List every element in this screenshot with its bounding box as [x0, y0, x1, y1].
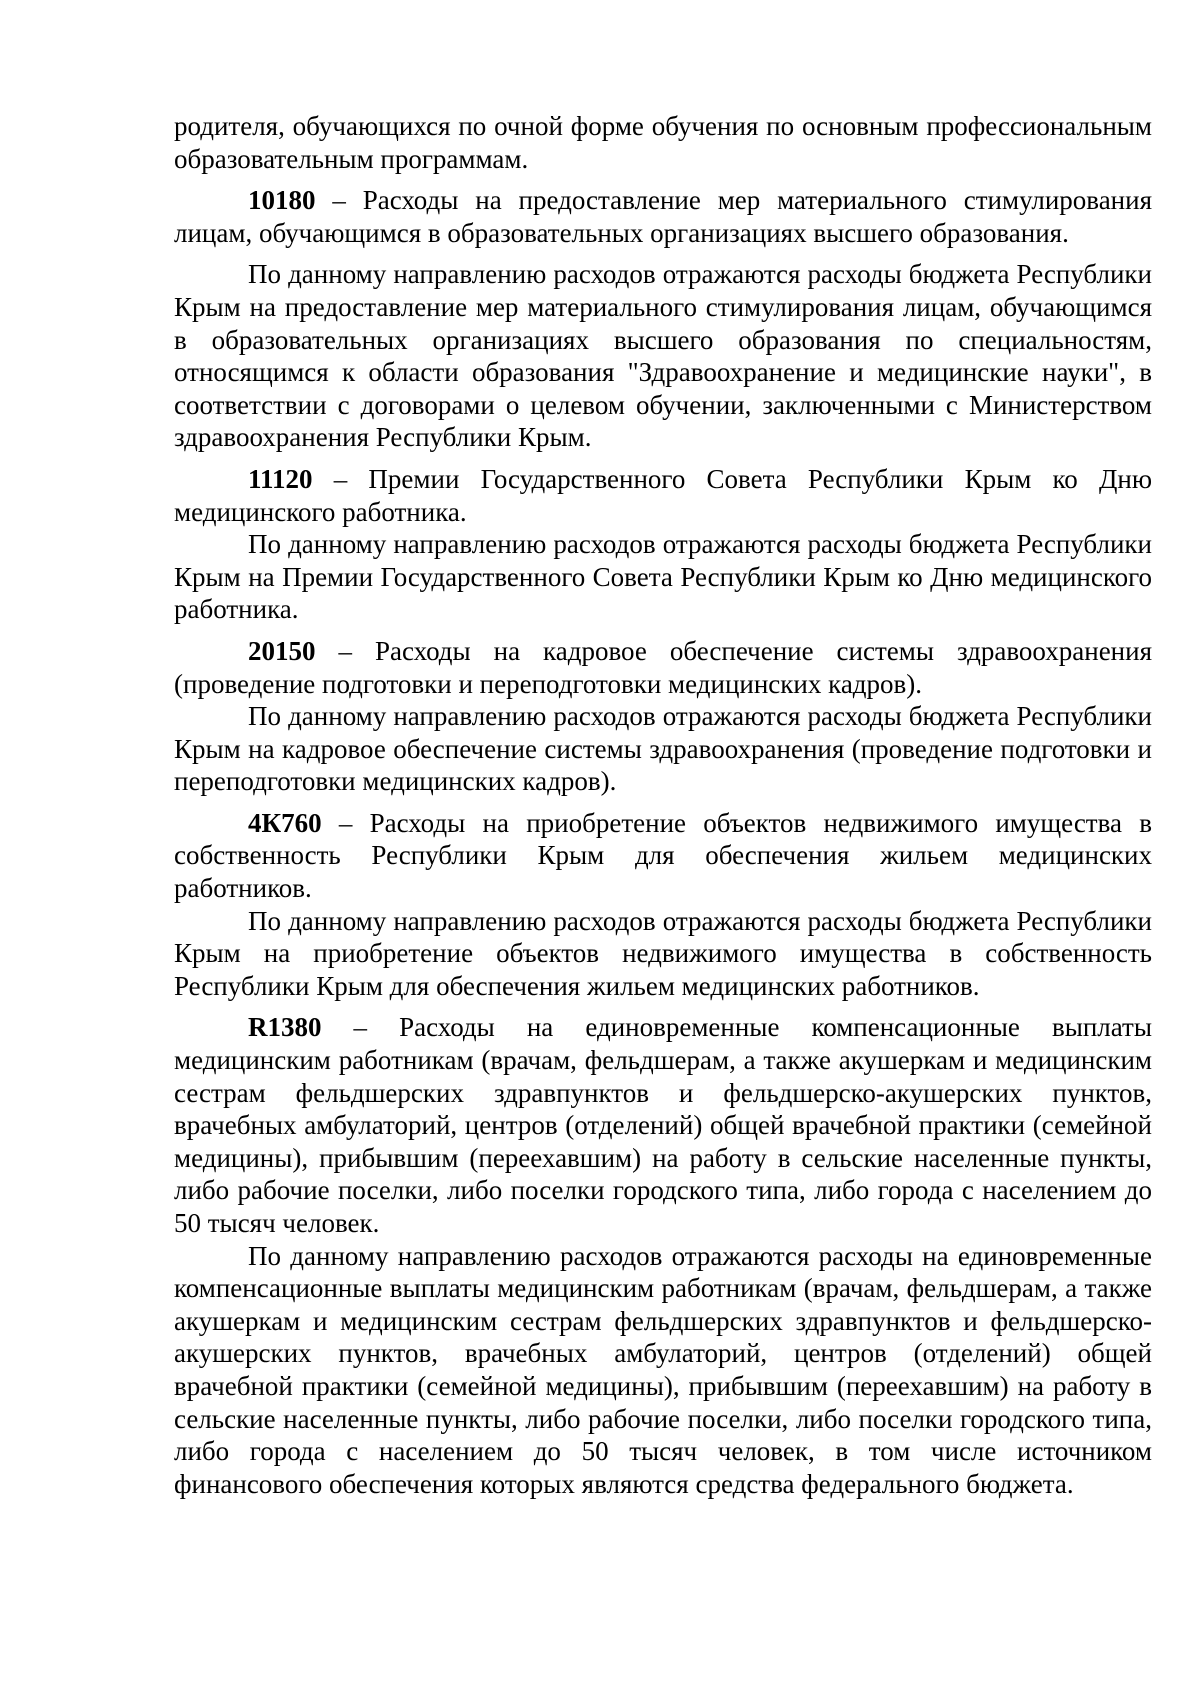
- budget-code: R1380: [248, 1012, 322, 1043]
- paragraph-text: – Расходы на кадровое обеспечение системы здравоохранения (проведение подготовки и переподготовки медицинских кадров).: [174, 635, 1152, 699]
- paragraph-text: По данному направлению расходов отражаются расходы бюджета Республики Крым на Премии Государственного Совета Республики Крым ко Дню медицинского работника.: [174, 529, 1152, 625]
- paragraph-description: [174, 700, 1152, 798]
- paragraph-continuation: [174, 110, 1152, 175]
- paragraph-description: [174, 905, 1152, 1003]
- paragraph-text: По данному направлению расходов отражаются расходы бюджета Республики Крым на кадровое обеспечение системы здравоохранения (проведение подготовки и переподготовки медицинских кадров).: [174, 701, 1152, 797]
- budget-code: 4К760: [248, 807, 322, 838]
- paragraph-description: [174, 258, 1152, 454]
- paragraph-text: – Расходы на единовременные компенсационные выплаты медицинским работникам (врачам, фельдшерам, а также акушеркам и медицинским сестрам фельдшерских здравпунктов и фельдшерско-акушерских пунктов, врачебных амбулаторий, центров (отделений) общей врачебной практики (семейной медицины), прибывшим (переехавшим) на работу в сельские населенные пункты, либо рабочие поселки, либо поселки городского типа, либо города с населением до 50 тысяч человек.: [174, 1012, 1152, 1238]
- paragraph-text: По данному направлению расходов отражаются расходы бюджета Республики Крым на предоставление мер материального стимулирования лицам, обучающимся в образовательных организациях высшего образования по специальностям, относящимся к области образования "Здравоохранение и медицинские науки", в соответствии с договорами о целевом обучении, заключенными с Министерством здравоохранения Республики Крым.: [174, 259, 1152, 453]
- paragraph-code-11120: [174, 463, 1152, 528]
- paragraph-code-4k760: [174, 807, 1152, 905]
- paragraph-code-20150: [174, 635, 1152, 700]
- paragraph-text: По данному направлению расходов отражаются расходы бюджета Республики Крым на приобретение объектов недвижимого имущества в собственность Республики Крым для обеспечения жильем медицинских работников.: [174, 905, 1152, 1001]
- paragraph-text: – Расходы на приобретение объектов недвижимого имущества в собственность Республики Крым для обеспечения жильем медицинских работников.: [174, 807, 1152, 904]
- paragraph-text: родителя, обучающихся по очной форме обучения по основным профессиональным образовательным программам.: [174, 111, 1152, 174]
- paragraph-description: [174, 1240, 1152, 1501]
- paragraph-description: [174, 528, 1152, 626]
- budget-code: 10180: [248, 185, 316, 216]
- paragraph-code-10180: [174, 184, 1152, 249]
- paragraph-text: – Расходы на предоставление мер материального стимулирования лицам, обучающимся в образовательных организациях высшего образования.: [174, 185, 1152, 248]
- budget-code: 11120: [248, 463, 313, 494]
- paragraph-text: – Премии Государственного Совета Республики Крым ко Дню медицинского работника.: [174, 463, 1152, 527]
- budget-code: 20150: [248, 635, 316, 666]
- paragraph-text: По данному направлению расходов отражаются расходы на единовременные компенсационные выплаты медицинским работникам (врачам, фельдшерам, а также акушеркам и медицинским сестрам фельдшерских здравпунктов и фельдшерско-акушерских пунктов, врачебных амбулаторий, центров (отделений) общей врачебной практики (семейной медицины), прибывшим (переехавшим) на работу в сельские населенные пункты, либо рабочие поселки, либо поселки городского типа, либо города с населением до 50 тысяч человек, в том числе источником финансового обеспечения которых являются средства федерального бюджета.: [174, 1240, 1152, 1499]
- paragraph-code-r1380: [174, 1011, 1152, 1239]
- document-body: [174, 110, 1152, 1500]
